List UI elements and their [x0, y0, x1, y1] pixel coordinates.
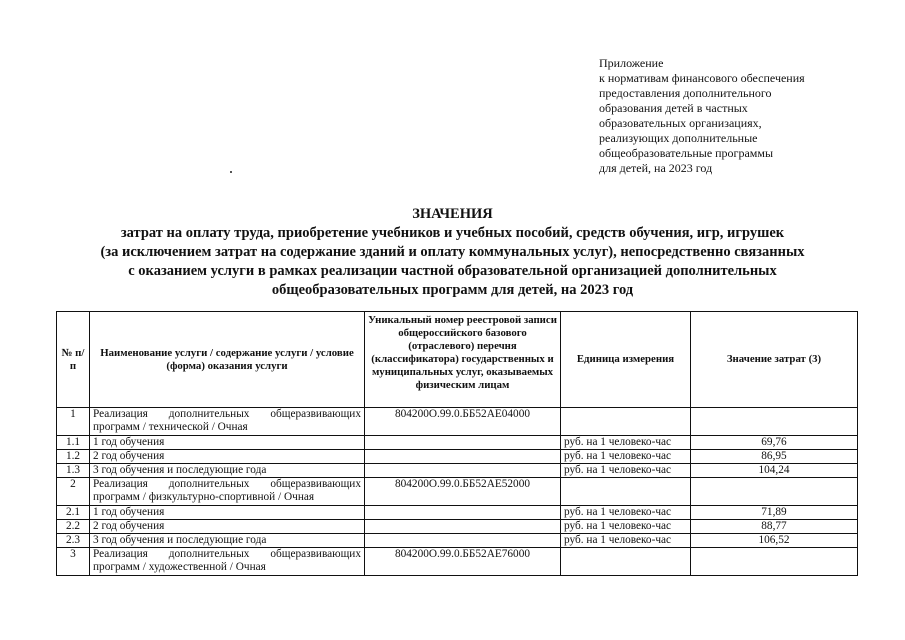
- row-number-cell: 3: [57, 548, 90, 576]
- appendix-line: образования детей в частных: [599, 101, 748, 115]
- service-name-cell: 2 год обучения: [90, 520, 365, 534]
- table-row: [57, 534, 858, 548]
- table-row: [57, 478, 858, 506]
- table-row: [57, 520, 858, 534]
- title-line: общеобразовательных программ для детей, на 2023 год: [271, 282, 634, 298]
- header-code: Уникальный номер реестровой записи общероссийского базового (отраслевого) перечня (классификатора) государственных и муниципальных услуг, оказываемых физическим лицам: [365, 312, 561, 408]
- cost-value-cell: 71,89: [691, 506, 858, 520]
- table-row: [57, 548, 858, 576]
- title-line: с оказанием услуги в рамках реализации частной образовательной организацией дополнительных: [128, 263, 777, 279]
- document-title: [40, 205, 865, 300]
- registry-code-cell: 804200О.99.0.ББ52АЕ76000: [365, 548, 561, 576]
- service-name-cell: 1 год обучения: [90, 436, 365, 450]
- title-line: затрат на оплату труда, приобретение учебников и учебных пособий, средств обучения, игр, игрушек: [120, 225, 785, 241]
- cost-value-cell: [691, 548, 858, 576]
- title-line: (за исключением затрат на содержание зданий и оплату коммунальных услуг), непосредственно связанных: [100, 244, 805, 260]
- table-row: [57, 506, 858, 520]
- unit-cell: руб. на 1 человеко-час: [561, 464, 691, 478]
- row-number-cell: 1.2: [57, 450, 90, 464]
- service-name-cell: Реализация дополнительных общеразвивающих программ / технической / Очная: [90, 408, 365, 436]
- header-value: Значение затрат (3): [691, 312, 858, 408]
- service-name-cell: 3 год обучения и последующие года: [90, 464, 365, 478]
- row-number-cell: 2.2: [57, 520, 90, 534]
- cost-value-cell: 86,95: [691, 450, 858, 464]
- service-name-cell: 1 год обучения: [90, 506, 365, 520]
- scan-speck: [230, 171, 232, 173]
- unit-cell: [561, 408, 691, 436]
- registry-code-cell: [365, 506, 561, 520]
- appendix-line: реализующих дополнительные: [599, 131, 758, 145]
- unit-cell: [561, 548, 691, 576]
- cost-value-cell: 106,52: [691, 534, 858, 548]
- row-number-cell: 2.1: [57, 506, 90, 520]
- appendix-line: предоставления дополнительного: [599, 86, 772, 100]
- unit-cell: [561, 478, 691, 506]
- service-name-cell: 2 год обучения: [90, 450, 365, 464]
- service-name-cell: Реализация дополнительных общеразвивающих программ / художественной / Очная: [90, 548, 365, 576]
- registry-code-cell: [365, 436, 561, 450]
- unit-cell: руб. на 1 человеко-час: [561, 520, 691, 534]
- row-number-cell: 2: [57, 478, 90, 506]
- cost-value-cell: [691, 478, 858, 506]
- row-number-cell: 1: [57, 408, 90, 436]
- unit-cell: руб. на 1 человеко-час: [561, 534, 691, 548]
- table-header-row: [57, 312, 858, 408]
- appendix-line: для детей, на 2023 год: [599, 161, 713, 175]
- unit-cell: руб. на 1 человеко-час: [561, 436, 691, 450]
- table-row: [57, 450, 858, 464]
- registry-code-cell: [365, 534, 561, 548]
- registry-code-cell: 804200О.99.0.ББ52АЕ04000: [365, 408, 561, 436]
- unit-cell: руб. на 1 человеко-час: [561, 450, 691, 464]
- appendix-line: образовательных организациях,: [599, 116, 762, 130]
- service-name-cell: Реализация дополнительных общеразвивающих программ / физкультурно-спортивной / Очная: [90, 478, 365, 506]
- cost-value-cell: 104,24: [691, 464, 858, 478]
- appendix-note: [599, 56, 859, 176]
- table-body: [57, 408, 858, 576]
- registry-code-cell: [365, 450, 561, 464]
- table-row: [57, 436, 858, 450]
- cost-value-cell: [691, 408, 858, 436]
- header-name: Наименование услуги / содержание услуги / условие (форма) оказания услуги: [90, 312, 365, 408]
- row-number-cell: 2.3: [57, 534, 90, 548]
- cost-value-cell: 69,76: [691, 436, 858, 450]
- header-unit: Единица измерения: [561, 312, 691, 408]
- row-number-cell: 1.3: [57, 464, 90, 478]
- table-row: [57, 408, 858, 436]
- appendix-line: к нормативам финансового обеспечения: [599, 71, 805, 85]
- unit-cell: руб. на 1 человеко-час: [561, 506, 691, 520]
- costs-table: [56, 311, 858, 576]
- title-heading: ЗНАЧЕНИЯ: [412, 206, 493, 222]
- service-name-cell: 3 год обучения и последующие года: [90, 534, 365, 548]
- appendix-line: общеобразовательные программы: [599, 146, 774, 160]
- appendix-line: Приложение: [599, 56, 664, 70]
- registry-code-cell: [365, 464, 561, 478]
- registry-code-cell: 804200О.99.0.ББ52АЕ52000: [365, 478, 561, 506]
- header-num: № п/п: [57, 312, 90, 408]
- row-number-cell: 1.1: [57, 436, 90, 450]
- table-row: [57, 464, 858, 478]
- registry-code-cell: [365, 520, 561, 534]
- cost-value-cell: 88,77: [691, 520, 858, 534]
